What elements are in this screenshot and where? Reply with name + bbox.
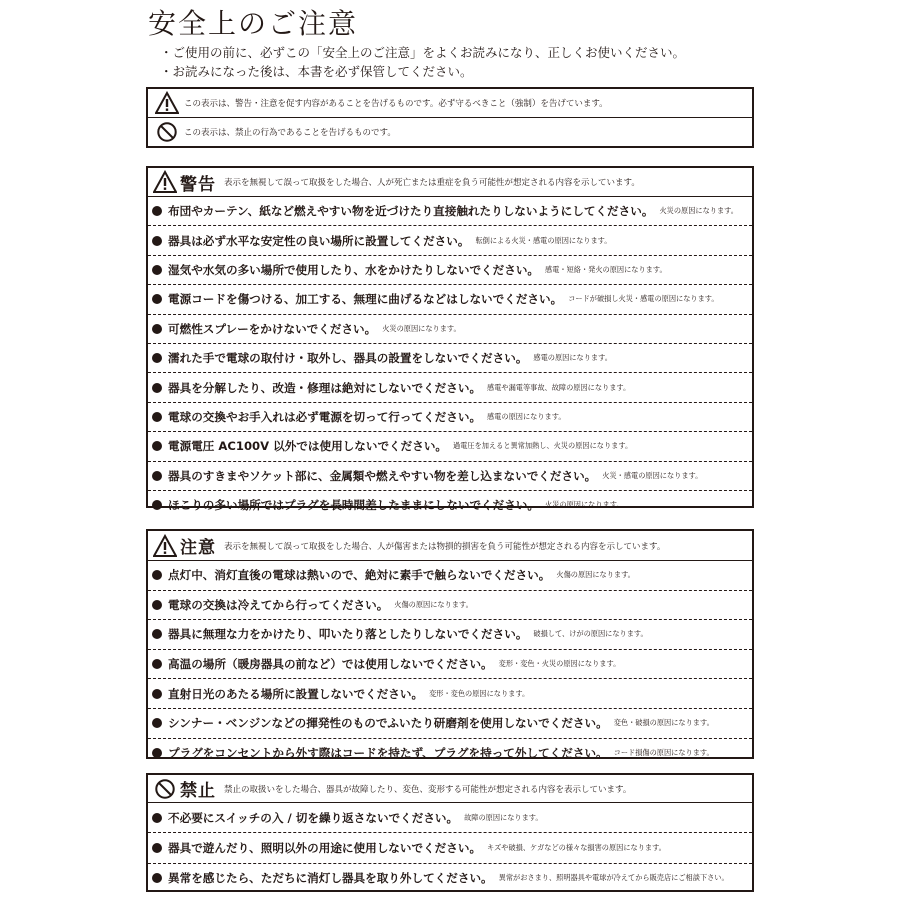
item-text: 濡れた手で電球の取付け・取外し、器具の設置をしないでください。 (168, 351, 528, 366)
item-text: プラグをコンセントから外す際はコードを持たず、プラグを持って外してください。 (168, 745, 608, 760)
item-text: シンナー・ベンジンなどの揮発性のものでふいたり研磨剤を使用しないでください。 (168, 716, 608, 731)
bullet-icon (152, 813, 162, 823)
warning-description: 表示を無視して誤って取扱をした場合、人が死亡または重症を負う可能性が想定される内容を示しています。 (224, 178, 640, 188)
list-item (148, 709, 752, 739)
warning-header (148, 168, 752, 197)
item-text: 電源電圧 AC100V 以外では使用しないでください。 (168, 439, 448, 454)
caution-label: 注意 (180, 538, 216, 558)
list-item (148, 650, 752, 680)
legend-row-prohibition (148, 117, 752, 146)
bullet-icon (152, 718, 162, 728)
bullet-icon (152, 236, 162, 246)
prohibition-label: 禁止 (180, 781, 216, 801)
list-item (148, 679, 752, 709)
prohibition-description: 禁止の取扱いをした場合、器具が故障したり、変色、変形する可能性が想定される内容を表示しています。 (224, 784, 632, 795)
item-text: 器具に無理な力をかけたり、叩いたり落としたりしないでください。 (168, 627, 528, 642)
item-note: 火傷の原因になります。 (394, 599, 473, 609)
bullet-icon (152, 324, 162, 334)
caution-section (146, 529, 754, 759)
item-note: 変形・変色の原因になります。 (429, 688, 530, 698)
bullet-icon (152, 629, 162, 639)
item-note: 感電・短絡・発火の原因になります。 (545, 264, 667, 274)
bullet-icon (152, 570, 162, 580)
item-note: 変色・破損の原因になります。 (613, 718, 714, 728)
warning-triangle-icon (152, 533, 178, 559)
item-note: 過電圧を加えると異常加熱し、火災の原因になります。 (453, 441, 633, 451)
item-text: 湿気や水気の多い場所で使用したり、水をかけたりしないでください。 (168, 262, 540, 277)
item-note: 故障の原因になります。 (464, 812, 543, 822)
list-item (148, 864, 752, 893)
intro-line: ・お読みになった後は、本書を必ず保管してください。 (160, 64, 473, 79)
prohibition-icon (154, 120, 180, 144)
list-item (148, 591, 752, 621)
list-item (148, 561, 752, 591)
item-note: 変形・変色・火災の原因になります。 (498, 659, 621, 669)
item-text: 器具で遊んだり、照明以外の用途に使用しないでください。 (168, 840, 482, 855)
bullet-icon (152, 441, 162, 451)
item-note: 火傷の原因になります。 (556, 570, 635, 580)
item-text: 電球の交換は冷えてから行ってください。 (168, 597, 389, 612)
caution-header (148, 531, 752, 561)
item-text: 高温の場所（暖房器具の前など）では使用しないでください。 (168, 657, 493, 672)
item-text: 点灯中、消灯直後の電球は熱いので、絶対に素手で触らないでください。 (168, 568, 551, 583)
bullet-icon (152, 873, 162, 883)
warning-label: 警告 (180, 174, 216, 195)
caution-description: 表示を無視して誤って取扱をした場合、人が傷害または物損的損害を負う可能性が想定される内容を示しています。 (224, 541, 666, 552)
item-text: 電球の交換やお手入れは必ず電源を切って行ってください。 (168, 409, 482, 424)
item-note: 火災・感電の原因になります。 (602, 470, 703, 480)
item-note: コード損傷の原因になります。 (613, 747, 714, 757)
item-note: 転倒による火災・感電の原因になります。 (475, 235, 612, 245)
item-text: 直射日光のあたる場所に設置しないでください。 (168, 686, 424, 701)
item-note: 火災の原因になります。 (382, 323, 461, 333)
item-note: 火災の原因になります。 (545, 500, 624, 510)
legend-row-warning (148, 89, 752, 117)
list-item (148, 315, 752, 344)
item-text: 器具は必ず水平な安定性の良い場所に設置してください。 (168, 233, 470, 248)
item-text: 異常を感じたら、ただちに消灯し器具を取り外してください。 (168, 871, 493, 886)
list-item (148, 739, 752, 768)
bullet-icon (152, 689, 162, 699)
list-item (148, 803, 752, 833)
list-item (148, 403, 752, 432)
item-note: 破損して、けがの原因になります。 (533, 629, 648, 639)
bullet-icon (152, 412, 162, 422)
item-text: ほこりの多い場所ではプラグを長時間差したままにしないでください。 (168, 498, 540, 513)
list-item (148, 256, 752, 285)
item-note: 火災の原因になります。 (659, 206, 738, 216)
legend-text: この表示は、禁止の行為であることを告げるものです。 (184, 128, 396, 138)
item-note: 感電の原因になります。 (487, 411, 566, 421)
list-item (148, 226, 752, 255)
page-title: 安全上のご注意 (148, 7, 359, 40)
bullet-icon (152, 659, 162, 669)
warning-triangle-icon (152, 169, 178, 195)
item-text: 器具を分解したり、改造・修理は絶対にしないでください。 (168, 380, 482, 395)
list-item (148, 432, 752, 461)
prohibition-section (146, 773, 754, 892)
item-text: 布団やカーテン、紙など燃えやすい物を近づけたり直接触れたりしないようにしてください。 (168, 204, 654, 219)
bullet-icon (152, 500, 162, 510)
list-item (148, 833, 752, 863)
list-item (148, 462, 752, 491)
bullet-icon (152, 600, 162, 610)
intro-line: ・ご使用の前に、必ずこの「安全上のご注意」をよくお読みになり、正しくお使いください。 (160, 45, 686, 60)
list-item (148, 344, 752, 373)
item-text: 可燃性スプレーをかけないでください。 (168, 321, 377, 336)
intro-notes (160, 43, 685, 81)
list-item (148, 373, 752, 402)
bullet-icon (152, 748, 162, 758)
bullet-icon (152, 471, 162, 481)
bullet-icon (152, 294, 162, 304)
item-text: 不必要にスイッチの入 / 切を繰り返さないでください。 (168, 810, 459, 825)
warning-triangle-icon (154, 91, 180, 115)
symbol-legend (146, 87, 754, 148)
bullet-icon (152, 353, 162, 363)
item-note: 感電や漏電等事故、故障の原因になります。 (487, 382, 631, 392)
list-item (148, 197, 752, 226)
list-item (148, 620, 752, 650)
item-note: 異常がおさまり、照明器具や電球が冷えてから販売店にご相談下さい。 (498, 873, 729, 883)
prohibition-header (148, 775, 752, 803)
bullet-icon (152, 265, 162, 275)
list-item (148, 491, 752, 519)
prohibition-icon (152, 776, 178, 802)
list-item (148, 285, 752, 314)
bullet-icon (152, 843, 162, 853)
legend-text: この表示は、警告・注意を促す内容があることを告げるものです。必ず守るべきこと（強制）を告げています。 (184, 99, 608, 109)
item-text: 電源コードを傷つける、加工する、無理に曲げるなどはしないでください。 (168, 292, 563, 307)
item-text: 器具のすきまやソケット部に、金属類や燃えやすい物を差し込まないでください。 (168, 468, 597, 483)
item-note: コードが破損し火災・感電の原因になります。 (568, 294, 719, 304)
warning-section (146, 166, 754, 513)
item-note: 感電の原因になります。 (533, 353, 612, 363)
item-note: キズや破損、ケガなどの様々な損害の原因になります。 (487, 842, 666, 852)
bullet-icon (152, 383, 162, 393)
bullet-icon (152, 206, 162, 216)
